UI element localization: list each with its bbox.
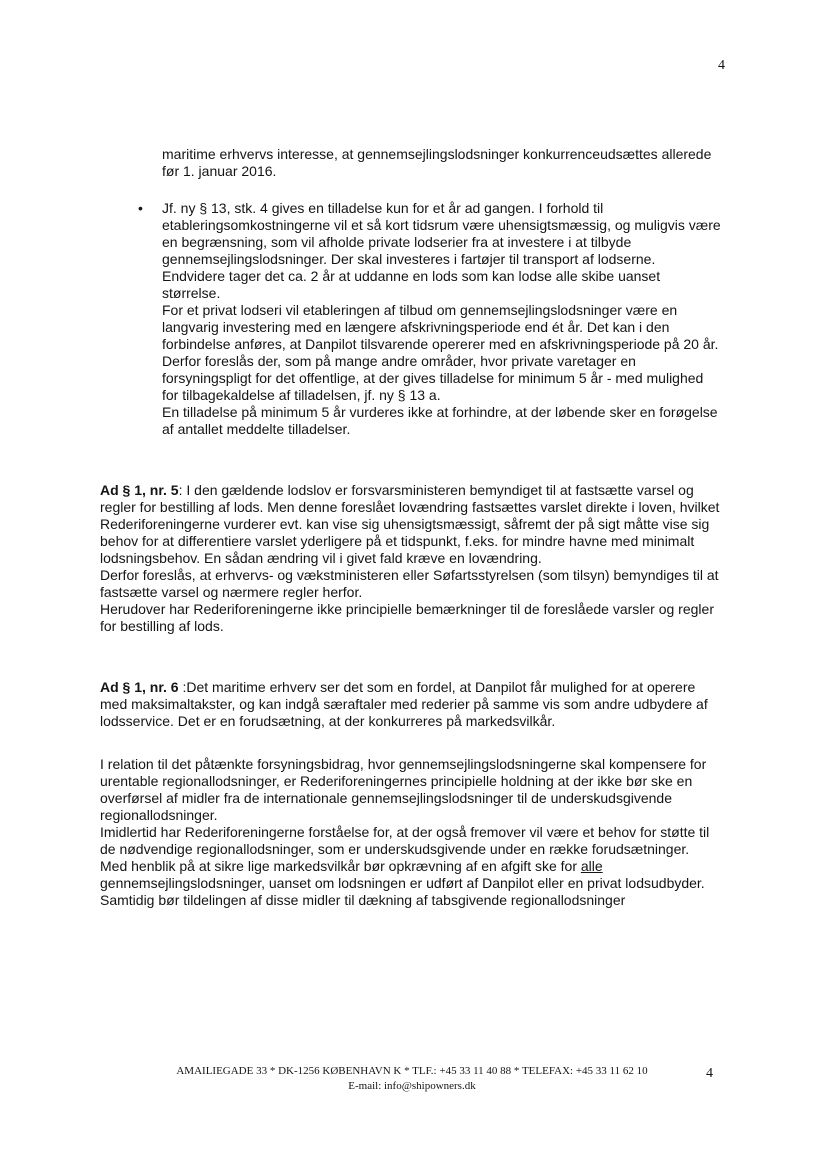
section-6-p4-start: Med henblik på at sikre lige markedsvilkår bør opkrævning af en afgift ske for xyxy=(100,858,581,874)
section-6-paragraph-4 xyxy=(100,858,722,892)
section-5-text: : I den gældende lodslov er forsvarsministeren bemyndiget til at fastsætte varsel og regler for bestilling af lods. Men denne foreslået lovændring fastsættes varslet direkte i loven, hvilket Rederiforeningerne vurderer evt. kan vise sig uhensigtsmæssigt, såfremt der på sigt måtte vise sig behov for at differentiere varslet yderligere på et tidspunkt, f.eks. for mindre havne med minimalt lodsningsbehov. En sådan ændring vil i givet fald kræve en lovændring. xyxy=(100,482,720,566)
section-6-paragraph-3: Imidlertid har Rederiforeningerne forståelse for, at der også fremover vil være et behov for støtte til de nødvendige regionallodsninger, som er underskudsgivende under en række forudsætninger. xyxy=(100,824,710,857)
footer-page-number: 4 xyxy=(706,1066,713,1081)
page-number: 4 xyxy=(718,58,725,73)
footer-address: AMAILIEGADE 33 * DK-1256 KØBENHAVN K * TLF.: +45 33 11 40 88 * TELEFAX: +45 33 11 62 10 xyxy=(176,1065,648,1077)
document-body xyxy=(100,146,722,909)
section-6-text: :Det maritime erhverv ser det som en fordel, at Danpilot får mulighed for at operere med maksimaltakster, og kan indgå særaftaler med rederier på samme vis som andre udbydere af lodsservice. Det er en forudsætning, at der konkurreres på markedsvilkår. xyxy=(100,679,708,729)
section-5-paragraph-3: Herudover har Rederiforeningerne ikke principielle bemærkninger til de foreslåede varsler og regler for bestilling af lods. xyxy=(100,601,714,634)
section-5-paragraph-1 xyxy=(100,482,722,567)
bullet-item xyxy=(100,200,722,438)
section-5 xyxy=(100,482,722,635)
footer-email: E-mail: info@shipowners.dk xyxy=(348,1080,476,1092)
section-6-paragraph-5: Samtidig bør tildelingen af disse midler til dækning af tabsgivende regionallodsninger xyxy=(100,892,626,908)
footer xyxy=(100,1064,724,1094)
bullet-paragraph-4: En tilladelse på minimum 5 år vurderes ikke at forhindre, at der løbende sker en forøgelse af antallet meddelte tilladelser. xyxy=(162,404,718,437)
section-6 xyxy=(100,679,722,909)
section-6-p4-end: gennemsejlingslodsninger, uanset om lodsningen er udført af Danpilot eller en privat lodsudbyder. xyxy=(100,875,705,891)
bullet-paragraph-1: Jf. ny § 13, stk. 4 gives en tilladelse kun for et år ad gangen. I forhold til etableringsomkostningerne vil et så kort tidsrum være uhensigtsmæssig, og muligvis være en begrænsning, som vil afholde private lodserier fra at investere i at tilbyde gennemsejlingslodsninger. Der skal investeres i fartøjer til transport af lodserne. Endvidere tager det ca. 2 år at uddanne en lods som kan lodse alle skibe uanset størrelse. xyxy=(162,200,721,301)
underlined-word: alle xyxy=(580,858,603,874)
section-6-paragraph-2: I relation til det påtænkte forsyningsbidrag, hvor gennemsejlingslodsningerne skal kompensere for urentable regionallodsninger, er Rederiforeningernes principielle holdning at der ikke bør ske en overførsel af midler fra de internationale gennemsejlingslodsninger til de underskudsgivende regionallodsninger. xyxy=(100,756,707,823)
section-6-paragraph-1 xyxy=(100,679,722,730)
section-5-paragraph-2: Derfor foreslås, at erhvervs- og vækstministeren eller Søfartsstyrelsen (som tilsyn) bemyndiges til at fastsætte varsel og nærmere regler herfor. xyxy=(100,567,719,600)
section-5-heading: Ad § 1, nr. 5 xyxy=(100,482,179,498)
bullet-icon: • xyxy=(138,200,143,216)
bullet-paragraph-2: For et privat lodseri vil etableringen af tilbud om gennemsejlingslodsninger være en langvarig investering med en længere afskrivningsperiode end ét år. Det kan i den forbindelse anføres, at Danpilot tilsvarende opererer med en afskrivningsperiode på 20 år. xyxy=(162,302,719,352)
section-6-heading: Ad § 1, nr. 6 xyxy=(100,679,179,695)
bullet-paragraph-3: Derfor foreslås der, som på mange andre områder, hvor private varetager en forsyningspligt for det offentlige, at der gives tilladelse for minimum 5 år - med mulighed for tilbagekaldelse af tilladelsen, jf. ny § 13 a. xyxy=(162,353,704,403)
intro-paragraph: maritime erhvervs interesse, at gennemsejlingslodsninger konkurrenceudsættes allerede før 1. januar 2016. xyxy=(162,146,712,179)
